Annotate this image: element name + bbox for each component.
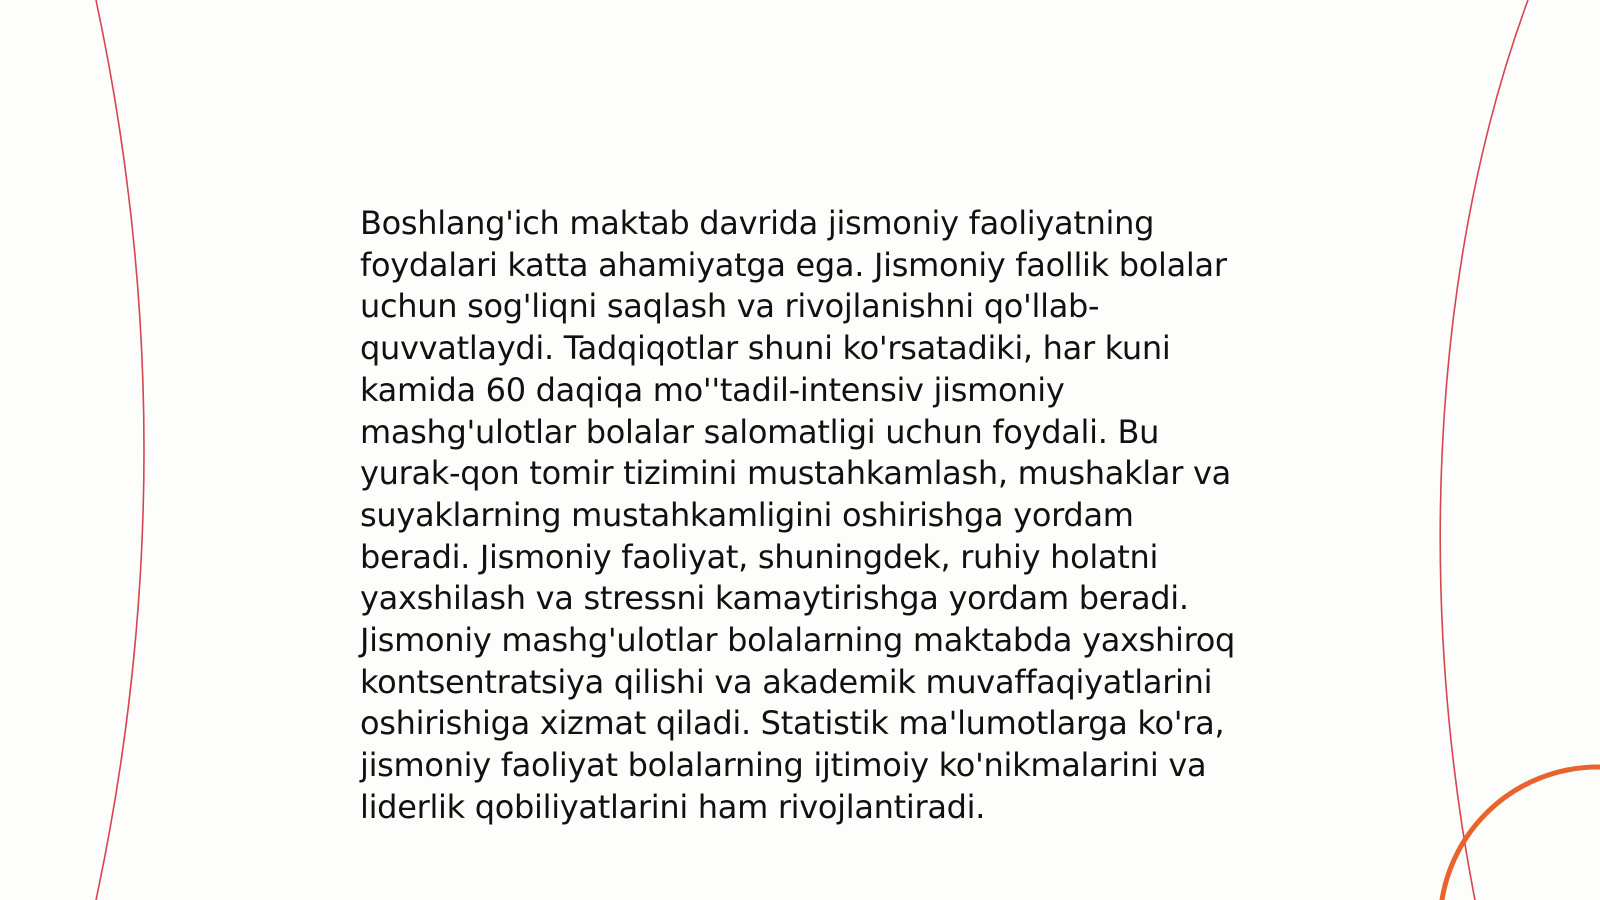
accent-circle xyxy=(1440,767,1600,900)
right-arc-line xyxy=(1440,0,1528,900)
left-arc-line xyxy=(96,0,144,900)
body-paragraph: Boshlang'ich maktab davrida jismoniy faoliyatning foydalari katta ahamiyatga ega. Jismoniy faollik bolalar uchun sog'liqni saqlash va rivojlanishni qo'llab-quvvatlaydi. Tadqiqotlar shuni ko'rsatadiki, har kuni kamida 60 daqiqa mo''tadil-intensiv jismoniy mashg'ulotlar bolalar salomatligi uchun foydali. Bu yurak-qon tomir tizimini mustahkamlash, mushaklar va suyaklarning mustahkamligini oshirishga yordam beradi. Jismoniy faoliyat, shuningdek, ruhiy holatni yaxshilash va stressni kamaytirishga yordam beradi. Jismoniy mashg'ulotlar bolalarning maktabda yaxshiroq kontsentratsiya qilishi va akademik muvaffaqiyatlarini oshirishiga xizmat qiladi. Statistik ma'lumotlarga ko'ra, jismoniy faoliyat bolalarning ijtimoiy ko'nikmalarini va liderlik qobiliyatlarini ham rivojlantiradi. xyxy=(360,204,1236,826)
